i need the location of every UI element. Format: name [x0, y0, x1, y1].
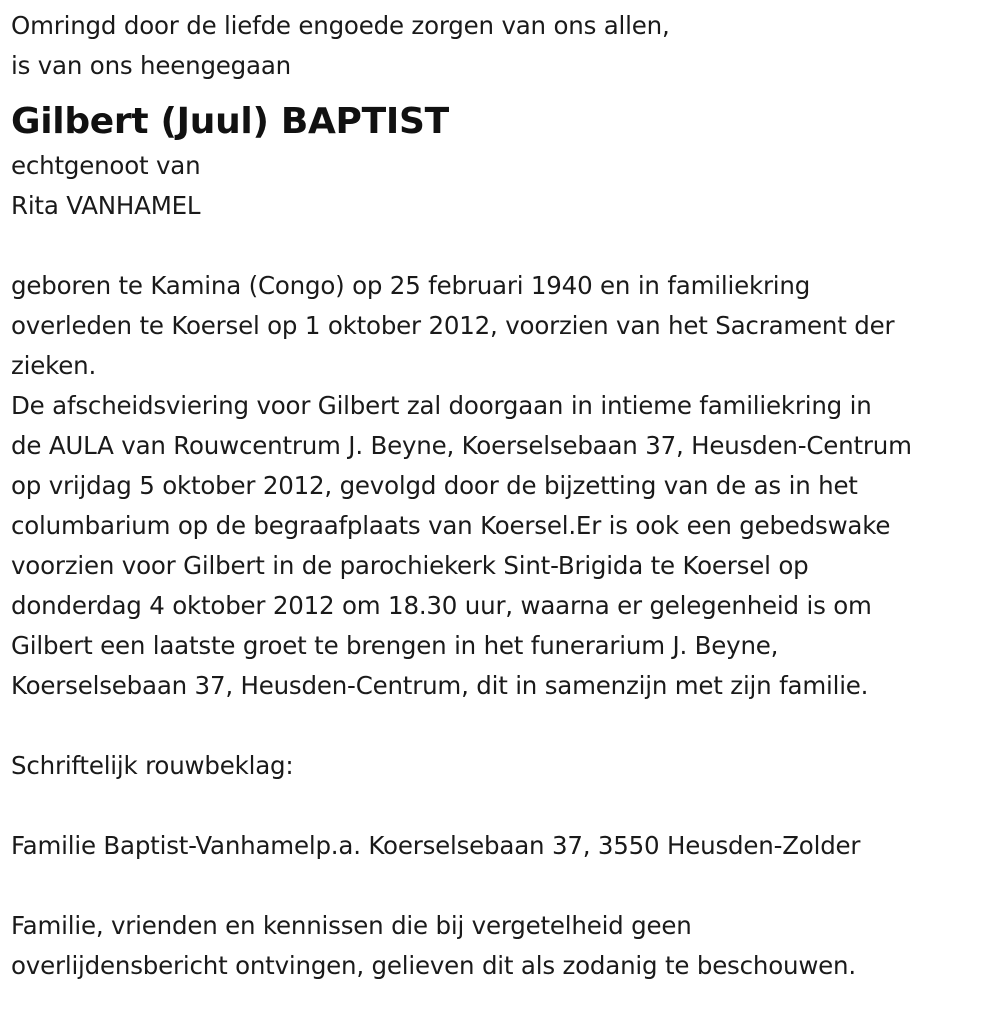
- closing-note: [11, 906, 996, 986]
- deceased-name: Gilbert (Juul) BAPTIST: [11, 101, 449, 142]
- body-line: zieken.: [11, 351, 97, 380]
- spacer: [11, 786, 996, 826]
- body-line: de AULA van Rouwcentrum J. Beyne, Koerselsebaan 37, Heusden-Centrum: [11, 431, 912, 460]
- ceremony-details: [11, 266, 996, 706]
- body-line: geboren te Kamina (Congo) op 25 februari 1940 en in familiekring: [11, 271, 811, 300]
- intro-text: [11, 6, 996, 86]
- body-line: Gilbert een laatste groet te brengen in het funerarium J. Beyne,: [11, 631, 779, 660]
- body-line: columbarium op de begraafplaats van Koersel.Er is ook een gebedswake: [11, 511, 891, 540]
- condolence-address: Familie Baptist-Vanhamelp.a. Koerselsebaan 37, 3550 Heusden-Zolder: [11, 831, 861, 860]
- spouse-line: echtgenoot van: [11, 151, 201, 180]
- closing-line: Familie, vrienden en kennissen die bij vergetelheid geen: [11, 911, 692, 940]
- body-line: donderdag 4 oktober 2012 om 18.30 uur, waarna er gelegenheid is om: [11, 591, 872, 620]
- closing-line: overlijdensbericht ontvingen, gelieven dit als zodanig te beschouwen.: [11, 951, 856, 980]
- body-line: overleden te Koersel op 1 oktober 2012, voorzien van het Sacrament der: [11, 311, 895, 340]
- body-line: Koerselsebaan 37, Heusden-Centrum, dit in samenzijn met zijn familie.: [11, 671, 869, 700]
- spacer: [11, 226, 996, 266]
- spouse-info: [11, 146, 996, 226]
- condolence-label: Schriftelijk rouwbeklag:: [11, 751, 294, 780]
- obituary-notice: [11, 6, 996, 986]
- body-line: De afscheidsviering voor Gilbert zal doorgaan in intieme familiekring in: [11, 391, 872, 420]
- intro-line: is van ons heengegaan: [11, 51, 291, 80]
- spacer: [11, 706, 996, 746]
- body-line: op vrijdag 5 oktober 2012, gevolgd door de bijzetting van de as in het: [11, 471, 858, 500]
- spouse-line: Rita VANHAMEL: [11, 191, 201, 220]
- intro-line: Omringd door de liefde engoede zorgen van ons allen,: [11, 11, 670, 40]
- body-line: voorzien voor Gilbert in de parochiekerk Sint-Brigida te Koersel op: [11, 551, 809, 580]
- spacer: [11, 866, 996, 906]
